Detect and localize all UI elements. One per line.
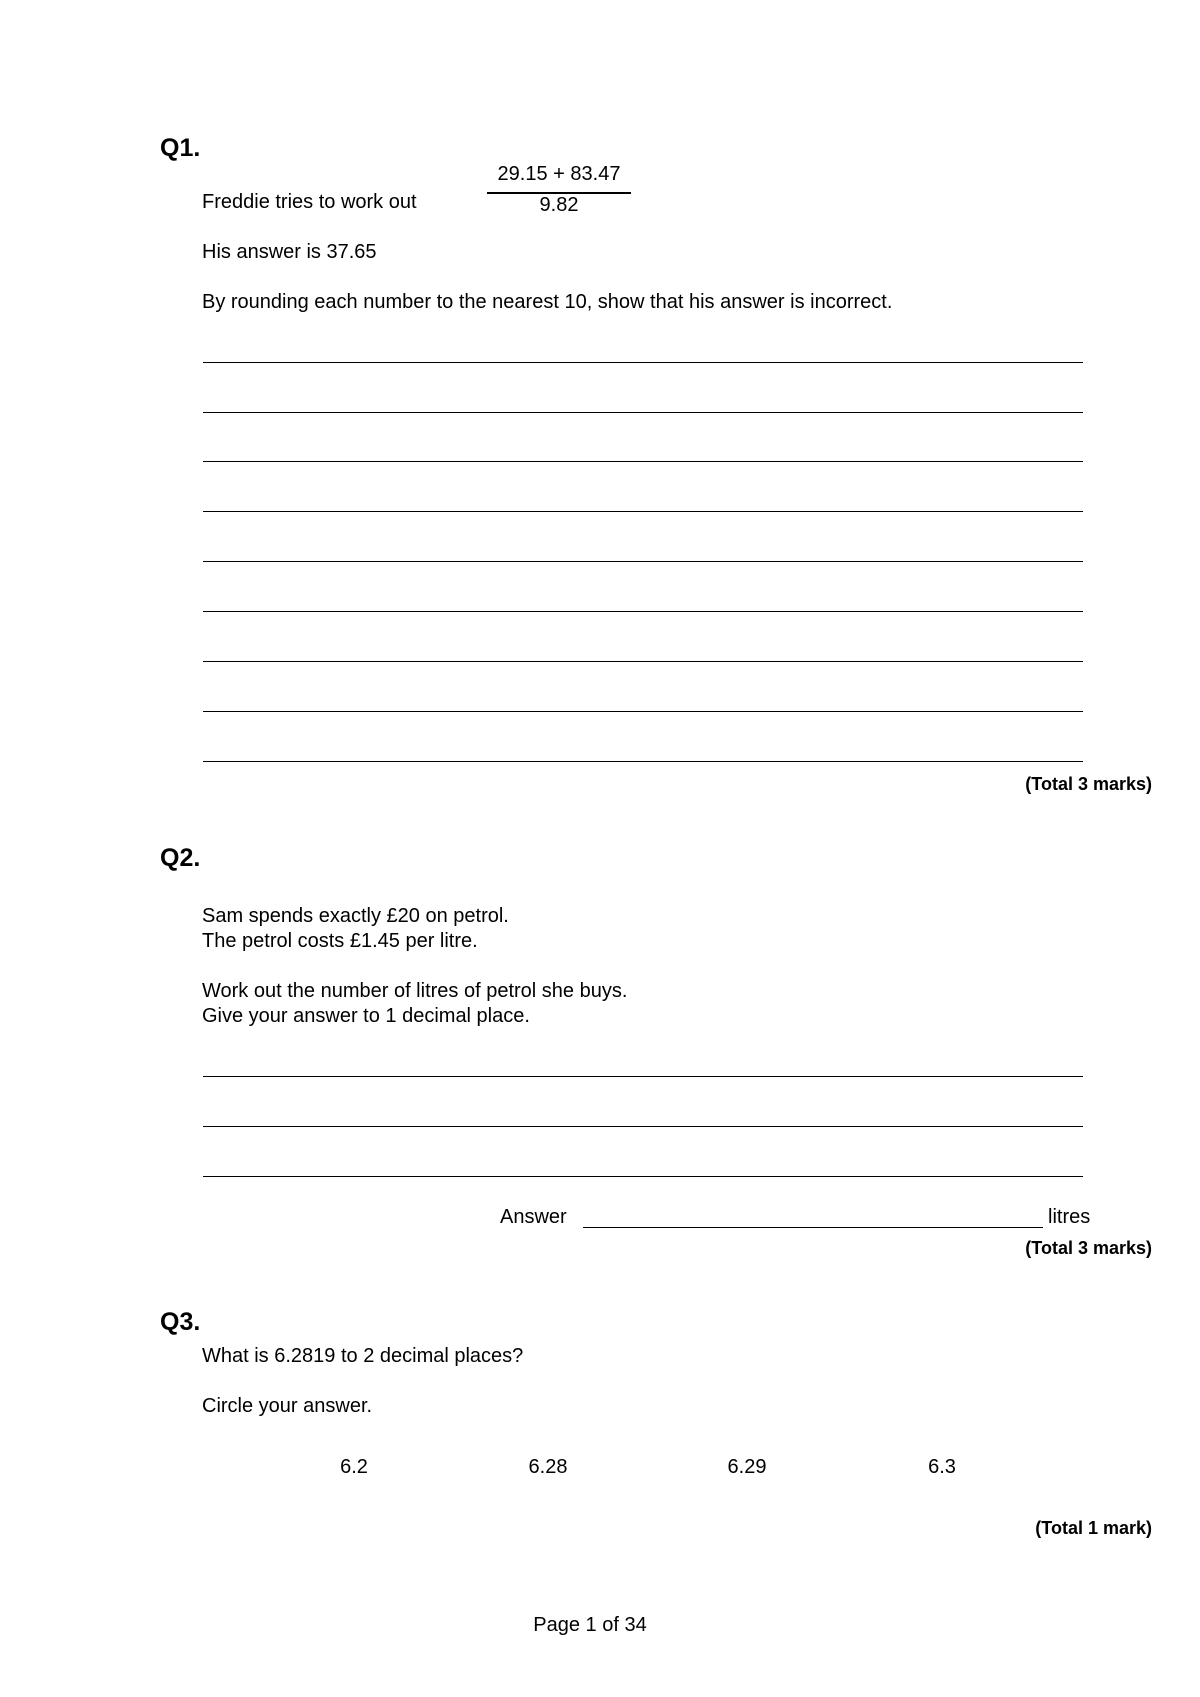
- answer-line[interactable]: [203, 461, 1083, 462]
- answer-line[interactable]: [203, 711, 1083, 712]
- answer-line[interactable]: [203, 611, 1083, 612]
- answer-line[interactable]: [203, 412, 1083, 413]
- answer-blank[interactable]: [583, 1227, 1043, 1228]
- question-2-line-3: Work out the number of litres of petrol she buys.: [202, 980, 628, 1002]
- question-1-label: Q1.: [160, 134, 201, 162]
- answer-option[interactable]: 6.28: [528, 1456, 568, 1478]
- working-line[interactable]: [203, 1126, 1083, 1127]
- answer-line[interactable]: [203, 362, 1083, 363]
- question-1-instruction: By rounding each number to the nearest 10, show that his answer is incorrect.: [202, 291, 893, 313]
- question-1-total-marks: (Total 3 marks): [1025, 774, 1152, 794]
- question-2-line-4: Give your answer to 1 decimal place.: [202, 1005, 530, 1027]
- answer-line[interactable]: [203, 561, 1083, 562]
- question-3-instruction: Circle your answer.: [202, 1395, 373, 1417]
- question-3-label: Q3.: [160, 1308, 201, 1336]
- question-2-line-1: Sam spends exactly £20 on petrol.: [202, 905, 509, 927]
- answer-option[interactable]: 6.3: [928, 1456, 956, 1478]
- question-2-line-2: The petrol costs £1.45 per litre.: [202, 930, 478, 952]
- question-3-text: What is 6.2819 to 2 decimal places?: [202, 1345, 524, 1367]
- answer-line[interactable]: [203, 511, 1083, 512]
- answer-option[interactable]: 6.29: [727, 1456, 767, 1478]
- answer-unit: litres: [1048, 1206, 1091, 1228]
- question-3-total-marks: (Total 1 mark): [1035, 1518, 1152, 1538]
- fraction-numerator: 29.15 + 83.47: [497, 163, 621, 185]
- question-1-intro: Freddie tries to work out: [202, 191, 417, 213]
- answer-line[interactable]: [203, 661, 1083, 662]
- question-2-label: Q2.: [160, 844, 201, 872]
- page-number: Page 1 of 34: [533, 1614, 647, 1636]
- question-1-answer-text: His answer is 37.65: [202, 241, 377, 263]
- answer-line[interactable]: [203, 761, 1083, 762]
- working-line[interactable]: [203, 1176, 1083, 1177]
- working-line[interactable]: [203, 1076, 1083, 1077]
- answer-option[interactable]: 6.2: [340, 1456, 368, 1478]
- answer-label: Answer: [500, 1206, 567, 1228]
- fraction-denominator: 9.82: [539, 194, 579, 216]
- question-2-total-marks: (Total 3 marks): [1025, 1238, 1152, 1258]
